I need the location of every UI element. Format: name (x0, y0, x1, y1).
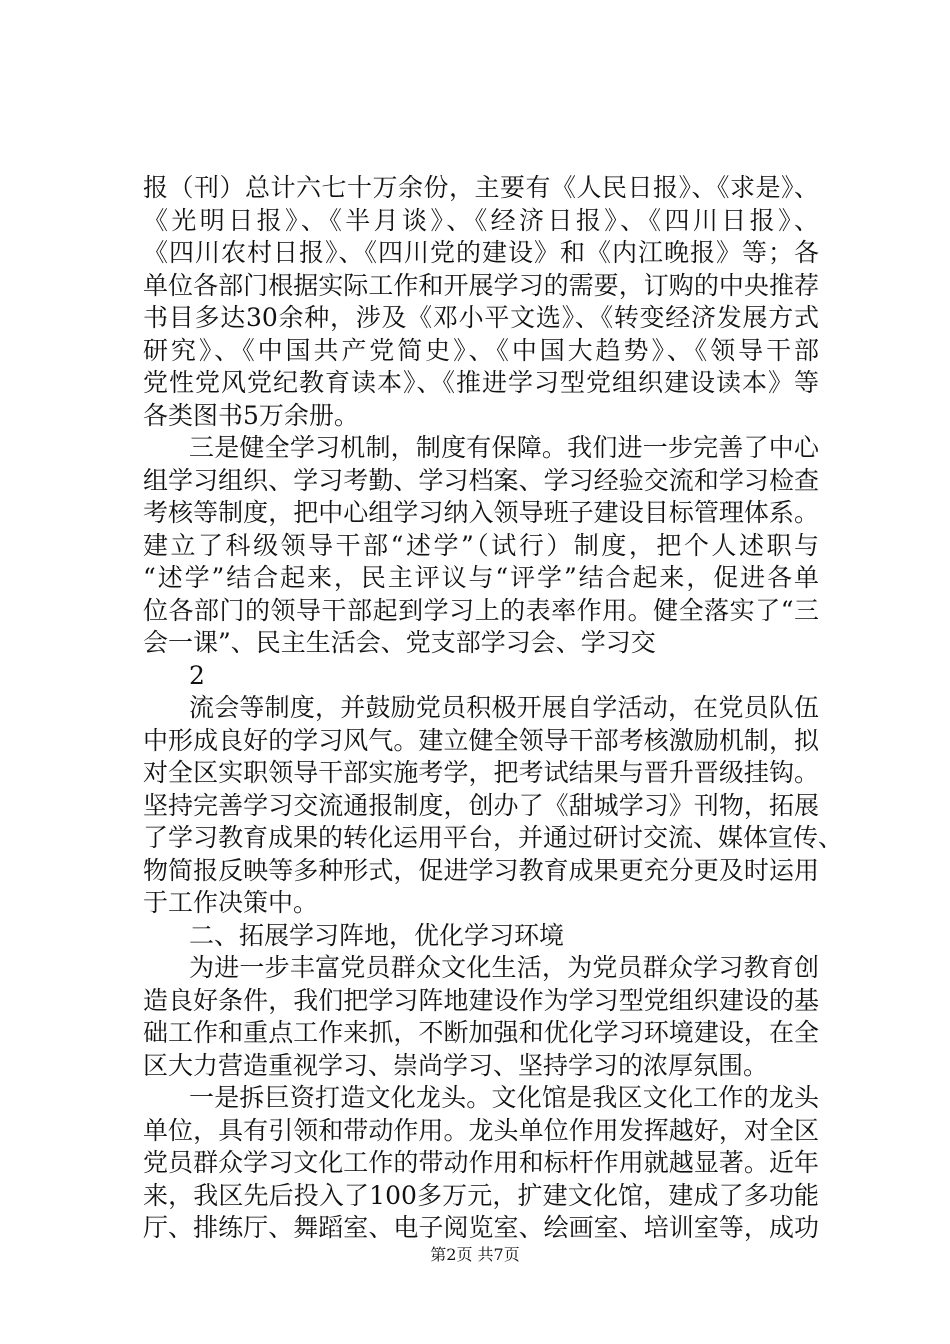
paragraph-first-line: 为进一步丰富党员群众文化生活，为党员群众学习教育创 (189, 953, 819, 982)
text-line: 位各部门的领导干部起到学习上的表率作用。健全落实了“三 (143, 595, 819, 625)
paragraph-first-line: 三是健全学习机制，制度有保障。我们进一步完善了中心 (189, 433, 819, 462)
text-line: 《四川农村日报》、《四川党的建设》和《内江晚报》等；各 (143, 238, 819, 267)
text-line: “述学”结合起来，民主评议与“评学”结合起来，促进各单 (143, 563, 819, 592)
text-line: 础工作和重点工作来抓，不断加强和优化学习环境建设，在全 (143, 1018, 819, 1047)
section-heading: 二、拓展学习阵地，优化学习环境 (189, 920, 565, 950)
page-number-label: 第2页 共7页 (430, 1245, 520, 1264)
text-line: 了学习教育成果的转化运用平台，并通过研讨交流、媒体宣传、 (143, 823, 844, 852)
text-line: 区大力营造重视学习、崇尚学习、坚持学习的浓厚氛围。 (143, 1050, 769, 1080)
text-line: 报（刊）总计六七十万余份，主要有《人民日报》、《求是》、 (143, 173, 819, 202)
text-line: 单位各部门根据实际工作和开展学习的需要，订购的中央推荐 (143, 270, 819, 300)
text-line: 来，我区先后投入了100多万元，扩建文化馆，建成了多功能 (143, 1180, 819, 1210)
inline-page-number: 2 (189, 660, 205, 690)
text-line: 对全区实职领导干部实施考学，把考试结果与晋升晋级挂钩。 (143, 758, 819, 787)
paragraph-first-line: 流会等制度，并鼓励党员积极开展自学活动，在党员队伍 (189, 693, 819, 722)
text-line: 会一课”、民主生活会、党支部学习会、学习交 (143, 628, 656, 657)
text-line: 考核等制度，把中心组学习纳入领导班子建设目标管理体系。 (143, 498, 819, 527)
text-line: 党性党风党纪教育读本》、《推进学习型党组织建设读本》等 (143, 368, 819, 397)
text-line: 物简报反映等多种形式，促进学习教育成果更充分更及时运用 (143, 855, 819, 885)
text-line: 各类图书5万余册。 (143, 400, 359, 430)
text-line: 建立了科级领导干部“述学”（试行）制度，把个人述职与 (143, 530, 819, 560)
text-line: 《光明日报》、《半月谈》、《经济日报》、《四川日报》、 (143, 205, 819, 235)
text-line: 研究》、《中国共产党简史》、《中国大趋势》、《领导干部 (143, 335, 819, 365)
text-line: 书目多达30余种，涉及《邓小平文选》、《转变经济发展方式 (143, 303, 819, 332)
text-line: 坚持完善学习交流通报制度，创办了《甜城学习》刊物，拓展 (143, 790, 819, 820)
text-line: 单位，具有引领和带动作用。龙头单位作用发挥越好，对全区 (143, 1115, 819, 1145)
text-line: 中形成良好的学习风气。建立健全领导干部考核激励机制，拟 (143, 725, 819, 755)
text-line: 于工作决策中。 (143, 888, 319, 917)
document-body (143, 172, 844, 1245)
page-footer (0, 1245, 950, 1265)
text-line: 组学习组织、学习考勤、学习档案、学习经验交流和学习检查 (143, 465, 819, 495)
paragraph-first-line: 一是拆巨资打造文化龙头。文化馆是我区文化工作的龙头 (189, 1083, 819, 1112)
text-line: 厅、排练厅、舞蹈室、电子阅览室、绘画室、培训室等，成功 (143, 1213, 819, 1242)
text-line: 党员群众学习文化工作的带动作用和标杆作用就越显著。近年 (143, 1148, 819, 1177)
text-line: 造良好条件，我们把学习阵地建设作为学习型党组织建设的基 (143, 985, 819, 1015)
